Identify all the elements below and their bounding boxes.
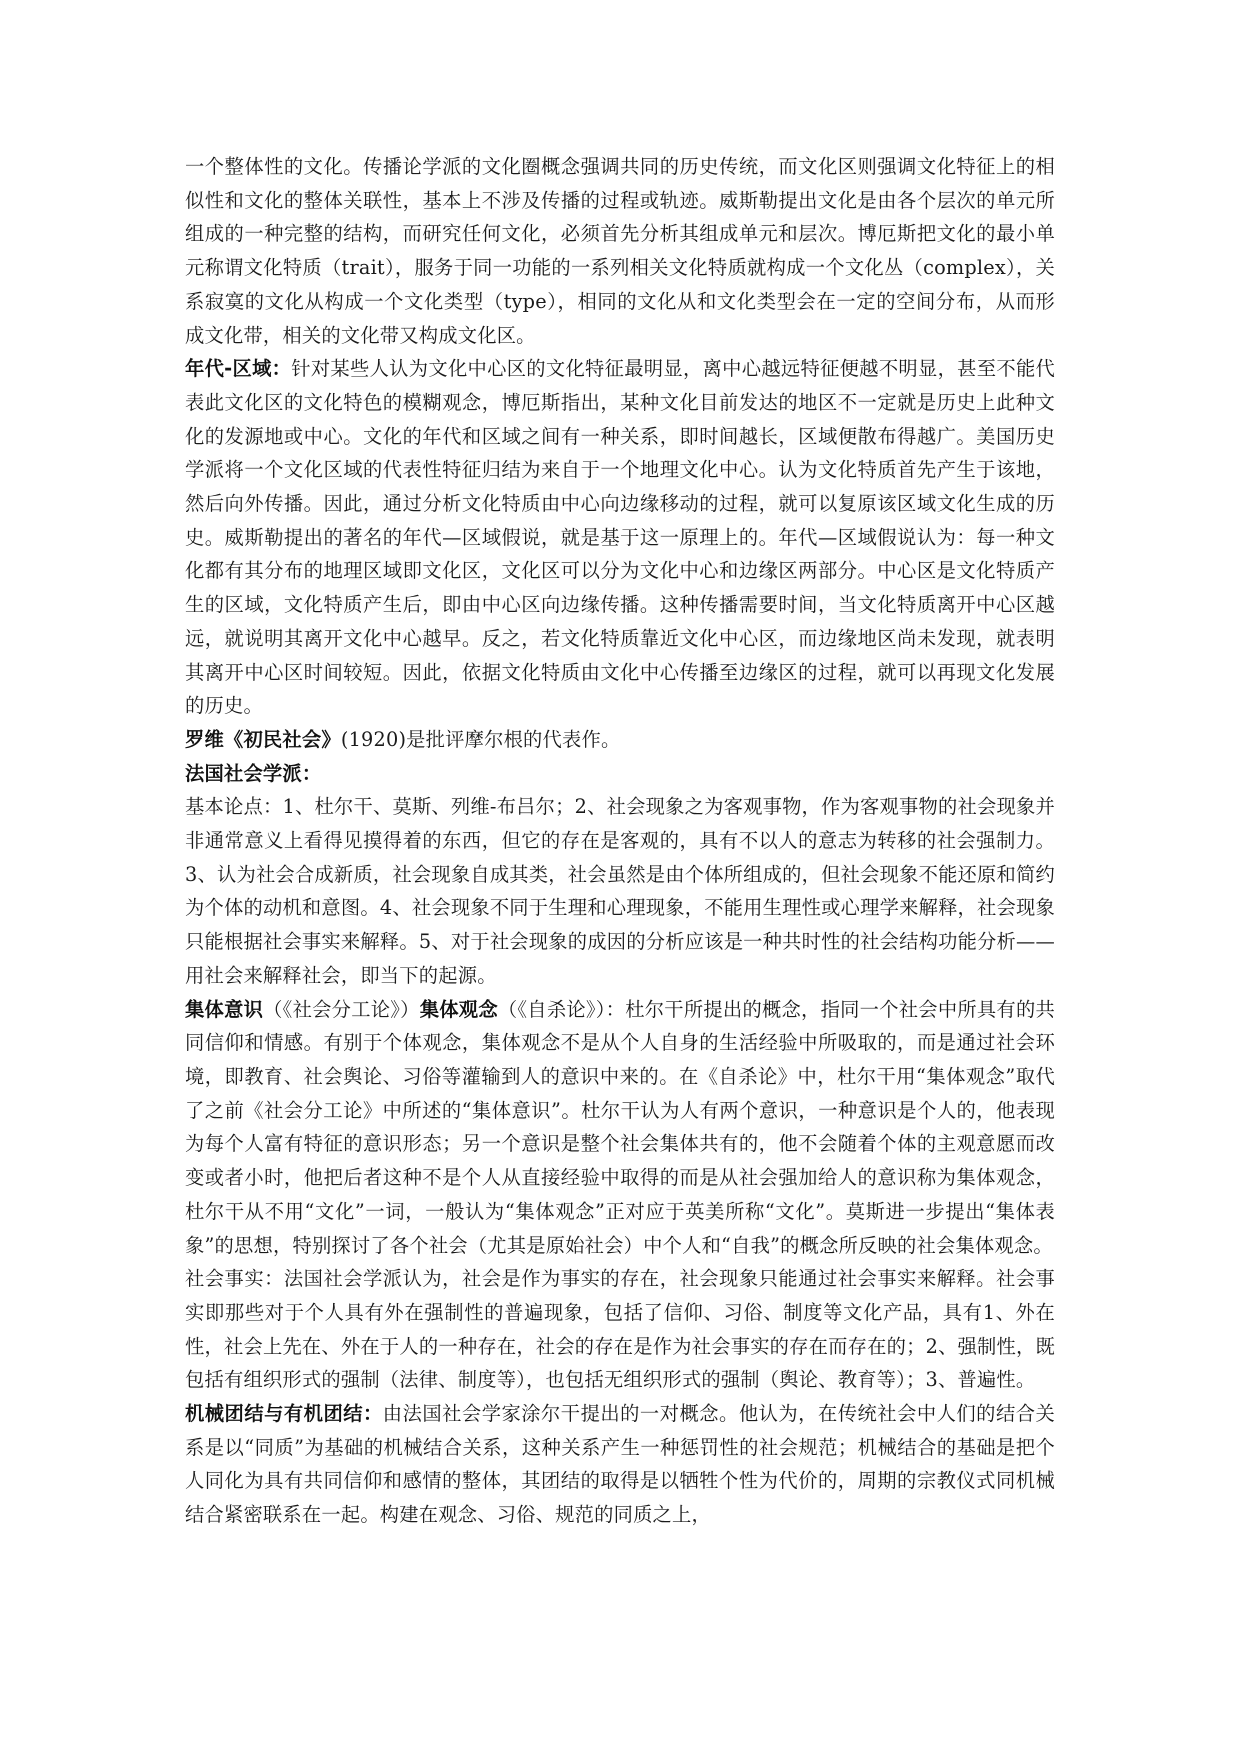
- paragraph-basic-points: [185, 790, 1055, 992]
- paragraph-text: (1920)是批评摩尔根的代表作。: [340, 727, 621, 751]
- paragraph-text: 社会事实：法国社会学派认为，社会是作为事实的存在，社会现象只能通过社会事实来解释。社会事实即那些对于个人具有外在强制性的普遍现象，包括了信仰、习俗、制度等文化产品，具有1、外在性，社会上先在、外在于人的一种存在，社会的存在是作为社会事实的存在而存在的；2、强制性，既包括有组织形式的强制（法律、制度等），也包括无组织形式的强制（舆论、教育等）；3、普遍性。: [185, 1267, 1055, 1392]
- term-heading: 罗维《初民社会》: [185, 727, 341, 751]
- term-heading: 机械团结与有机团结：: [185, 1402, 383, 1426]
- paragraph-text: 一个整体性的文化。传播论学派的文化圈概念强调共同的历史传统，而文化区则强调文化特征上的相似性和文化的整体关联性，基本上不涉及传播的过程或轨迹。威斯勒提出文化是由各个层次的单元所组成的一种完整的结构，而研究任何文化，必须首先分析其组成单元和层次。博厄斯把文化的最小单元称谓文化特质（trait），服务于同一功能的一系列相关文化特质就构成一个文化丛（complex），关系寂寞的文化从构成一个文化类型（type），相同的文化从和文化类型会在一定的空间分布，从而形成文化带，相关的文化带又构成文化区。: [185, 155, 1055, 347]
- paragraph-text: （《自杀论》）：杜尔干所提出的概念，指同一个社会中所具有的共同信仰和情感。有别于个体观念，集体观念不是从个人自身的生活经验中所吸取的，而是通过社会环境，即教育、社会舆论、习俗等灌输到人的意识中来的。在《自杀论》中，杜尔干用“集体观念”取代了之前《社会分工论》中所述的“集体意识”。杜尔干认为人有两个意识，一种意识是个人的，他表现为每个人富有特征的意识形态；另一个意识是整个社会集体共有的，他不会随着个体的主观意愿而改变或者小时，他把后者这种不是个人从直接经验中取得的而是从社会强加给人的意识称为集体观念，杜尔干从不用“文化”一词，一般认为“集体观念”正对应于英美所称“文化”。莫斯进一步提出“集体表象”的思想，特别探讨了各个社会（尤其是原始社会）中个人和“自我”的概念所反映的社会集体观念。: [185, 997, 1055, 1257]
- paragraph-text: （《社会分工论》）: [263, 997, 420, 1021]
- term-heading: 年代-区域：: [185, 357, 292, 381]
- section-heading-french-school: [185, 757, 1055, 791]
- paragraph-solidarity: [185, 1397, 1055, 1532]
- paragraph-text: 由法国社会学家涂尔干提出的一对概念。他认为，在传统社会中人们的结合关系是以“同质”为基础的机械结合关系，这种关系产生一种惩罚性的社会规范；机械结合的基础是把个人同化为具有共同信仰和感情的整体，其团结的取得是以牺牲个性为代价的，周期的宗教仪式同机械结合紧密联系在一起。构建在观念、习俗、规范的同质之上，: [185, 1402, 1056, 1527]
- paragraph-lowie: [185, 723, 1055, 757]
- paragraph-text: 基本论点：1、杜尔干、莫斯、列维-布吕尔；2、社会现象之为客观事物，作为客观事物的社会现象并非通常意义上看得见摸得着的东西，但它的存在是客观的，具有不以人的意志为转移的社会强制力。3、认为社会合成新质，社会现象自成其类，社会虽然是由个体所组成的，但社会现象不能还原和简约为个体的动机和意图。4、社会现象不同于生理和心理现象，不能用生理性或心理学来解释，社会现象只能根据社会事实来解释。5、对于社会现象的成因的分析应该是一种共时性的社会结构功能分析——用社会来解释社会，即当下的起源。: [185, 795, 1055, 987]
- term-heading: 集体观念: [419, 997, 498, 1021]
- paragraph-age-area: [185, 352, 1055, 723]
- term-heading: 法国社会学派：: [185, 761, 322, 785]
- term-heading: 集体意识: [185, 997, 264, 1021]
- paragraph-culture-area: [185, 150, 1055, 352]
- paragraph-text: 针对某些人认为文化中心区的文化特征最明显，离中心越远特征便越不明显，甚至不能代表此文化区的文化特色的模糊观念，博厄斯指出，某种文化目前发达的地区不一定就是历史上此种文化的发源地或中心。文化的年代和区域之间有一种关系，即时间越长，区域便散布得越广。美国历史学派将一个文化区域的代表性特征归结为来自于一个地理文化中心。认为文化特质首先产生于该地，然后向外传播。因此，通过分析文化特质由中心向边缘移动的过程，就可以复原该区域文化生成的历史。威斯勒提出的著名的年代—区域假说，就是基于这一原理上的。年代—区域假说认为：每一种文化都有其分布的地理区域即文化区，文化区可以分为文化中心和边缘区两部分。中心区是文化特质产生的区域，文化特质产生后，即由中心区向边缘传播。这种传播需要时间，当文化特质离开中心区越远，就说明其离开文化中心越早。反之，若文化特质靠近文化中心区，而边缘地区尚未发现，就表明其离开中心区时间较短。因此，依据文化特质由文化中心传播至边缘区的过程，就可以再现文化发展的历史。: [185, 357, 1056, 718]
- document-page: [185, 150, 1055, 1532]
- paragraph-social-fact: [185, 1262, 1055, 1397]
- paragraph-collective-consciousness: [185, 993, 1055, 1263]
